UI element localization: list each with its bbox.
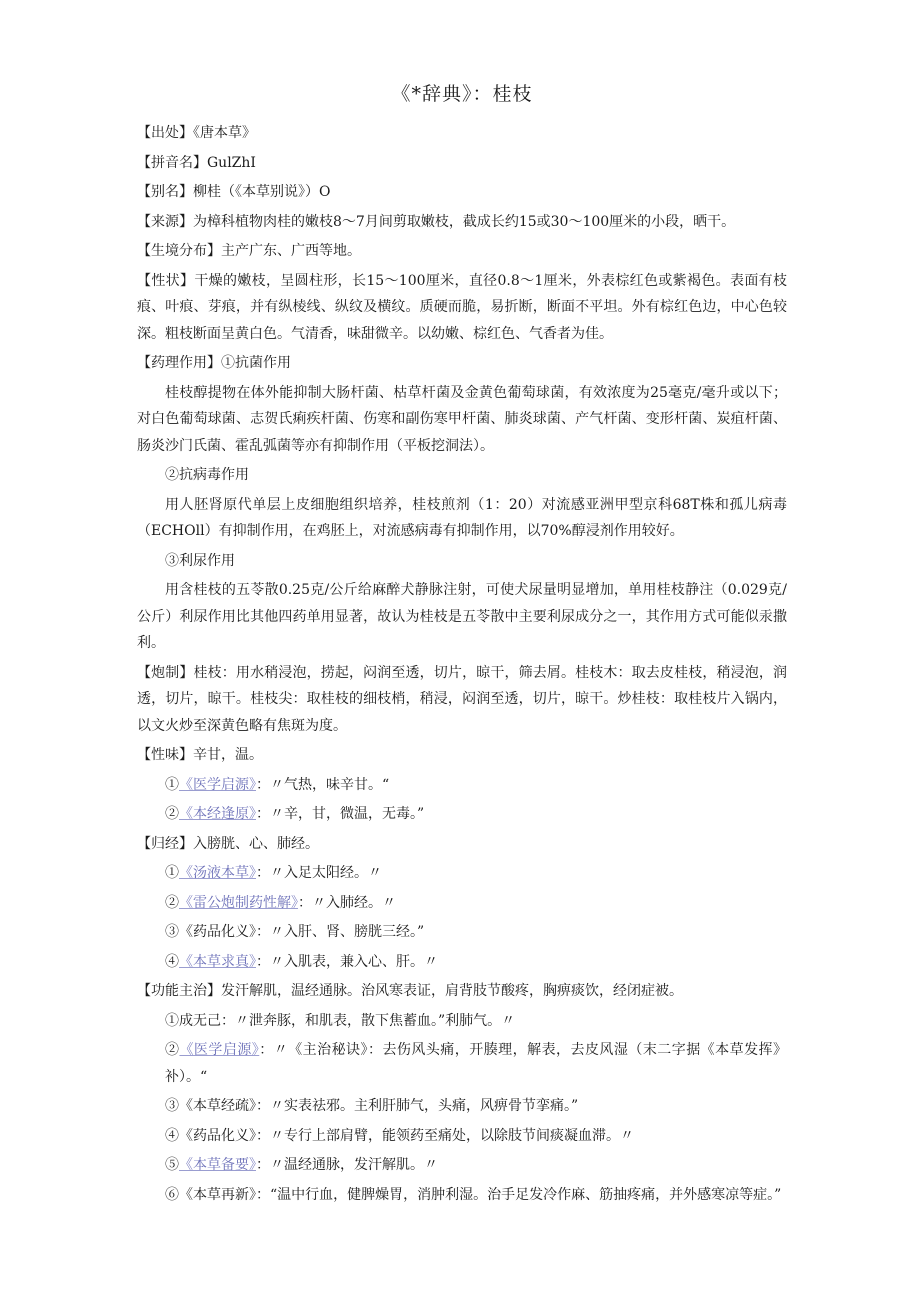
pharmacology-antiviral-heading: ②抗病毒作用 (165, 467, 249, 483)
function-quote-5 (137, 1152, 787, 1179)
quote-text: ：〃气热，味辛甘。“ (256, 776, 390, 793)
quote-text: ：〃辛，甘，微温，无毒。” (256, 806, 425, 822)
book-link-bencao-beiyao[interactable]: 《本草备要》 (179, 1157, 256, 1173)
book-link-yixue-qiyuan-2[interactable]: 《医学启源》 (179, 1042, 260, 1058)
quote-text: ：〃入肌表，兼入心、肝。〃 (256, 953, 438, 970)
quote-number: ⑤ (165, 1157, 179, 1173)
book-link-leigong-paozhi[interactable]: 《雷公炮制药性解》 (179, 894, 298, 911)
function-quote-1: ①成无己：〃泄奔豚，和肌表，散下焦蓄血。”利肺气。〃 (165, 1012, 516, 1029)
entry-alias: 【别名】柳桂（《本草别说》）O (137, 184, 331, 200)
page-title: 《*辞典》：桂枝 (391, 83, 533, 105)
function-heading: 【功能主治】发汗解肌，温经通脉。治风寒表证，肩背肢节酸疼，胸痹痰饮，经闭症被。 (137, 983, 683, 999)
quote-number: ② (165, 806, 179, 822)
quote-text: ：〃入肺经。〃 (298, 894, 396, 911)
book-link-benjing-fengyuan[interactable]: 《本经逢原》 (179, 806, 256, 822)
taste-quote-1 (137, 772, 787, 799)
function-quote-4: ④《药品化义》：〃专行上部肩臂，能领药至痛处，以除肢节间痰凝血滞。〃 (165, 1127, 634, 1144)
meridian-heading: 【归经】入膀胱、心、肺经。 (137, 835, 319, 852)
entry-origin: 【来源】为樟科植物肉桂的嫩枝8～7月间剪取嫩枝，截成长约15或30～100厘米的小段，晒干。 (137, 213, 736, 230)
quote-text: ：〃入足太阳经。〃 (256, 865, 382, 881)
quote-number: ② (165, 1042, 180, 1058)
taste-heading: 【性味】辛甘，温。 (137, 747, 263, 763)
quote-number: ② (165, 894, 179, 911)
quote-text: ：〃《主治秘诀》：去伤风头痛，开腠理，解表，去皮风湿（末二字据《本草发挥》补）。“ (165, 1042, 788, 1085)
book-link-bencao-qiuzhen[interactable]: 《本草求真》 (179, 953, 256, 970)
quote-number: ④ (165, 953, 179, 970)
function-quote-6: ⑥《本草再新》：“温中行血，健脾燥胃，消肿利湿。治手足发冷作麻、筋抽疼痛，并外感寒凉等症。” (165, 1186, 782, 1203)
entry-source: 【出处】《唐本草》 (137, 125, 256, 141)
entry-pinyin: 【拼音名】GulZhI (137, 154, 256, 171)
entry-properties: 【性状】干燥的嫩枝，呈圆柱形，长15～100厘米，直径0.8～1厘米，外表棕红色或紫褐色。表面有枝痕、叶痕、芽痕，并有纵棱线、纵纹及横纹。质硬而脆，易折断，断面不平坦。外有棕红色边，中心色较深。粗枝断面呈黄白色。气清香，味甜微辛。以幼嫩、棕红色、气香者为佳。 (137, 272, 787, 342)
meridian-quote-4 (137, 949, 787, 976)
function-quote-2 (137, 1037, 787, 1090)
pharmacology-diuretic-text: 用含桂枝的五苓散0.25克/公斤给麻醉犬静脉注射，可使犬尿量明显增加，单用桂枝静注（0.029克/公斤）利尿作用比其他四药单用显著，故认为桂枝是五苓散中主要利尿成分之一，其作用方式可能似汞撒利。 (137, 582, 787, 651)
quote-number: ① (165, 865, 179, 881)
taste-quote-2 (137, 801, 787, 828)
meridian-quote-2 (137, 890, 787, 917)
document-page (137, 78, 787, 1211)
pharmacology-antiviral-text: 用人胚肾原代单层上皮细胞组织培养，桂枝煎剂（1：20）对流感亚洲甲型京科68T株和孤儿病毒（ECHOll）有抑制作用，在鸡胚上，对流感病毒有抑制作用，以70%醇浸剂作用较好。 (137, 496, 787, 539)
quote-number: ① (165, 776, 179, 793)
meridian-quote-1 (137, 860, 787, 887)
meridian-quote-3: ③《药品化义》：〃入肝、肾、膀胱三经。” (165, 924, 425, 940)
book-link-tangye-bencao[interactable]: 《汤液本草》 (179, 865, 256, 881)
quote-text: ：〃温经通脉，发汗解肌。〃 (256, 1157, 438, 1173)
function-quote-3: ③《本草经疏》：〃实表祛邪。主利肝肺气，头痛，风痹骨节挛痛。” (165, 1098, 579, 1114)
pharmacology-diuretic-heading: ③利尿作用 (165, 552, 235, 569)
pharmacology-heading: 【药理作用】①抗菌作用 (137, 355, 291, 371)
entry-processing: 【炮制】桂枝：用水稍浸泡，捞起，闷润至透，切片，晾干，筛去屑。桂枝木：取去皮桂枝，稍浸泡，润透，切片，晾干。桂枝尖：取桂枝的细枝梢，稍浸，闷润至透，切片，晾干。炒桂枝：取桂枝片入锅内，以文火炒至深黄色略有焦斑为度。 (137, 664, 787, 734)
pharmacology-antibacterial-text: 桂枝醇提物在体外能抑制大肠杆菌、枯草杆菌及金黄色葡萄球菌，有效浓度为25毫克/毫升或以下；对白色葡萄球菌、志贺氏痢疾杆菌、伤寒和副伤寒甲杆菌、肺炎球菌、产气杆菌、变形杆菌、炭疽杆菌、肠炎沙门氏菌、霍乱弧菌等亦有抑制作用（平板挖洞法）。 (137, 384, 787, 454)
entry-habitat: 【生境分布】主产广东、广西等地。 (137, 243, 361, 259)
book-link-yixue-qiyuan[interactable]: 《医学启源》 (179, 776, 256, 793)
